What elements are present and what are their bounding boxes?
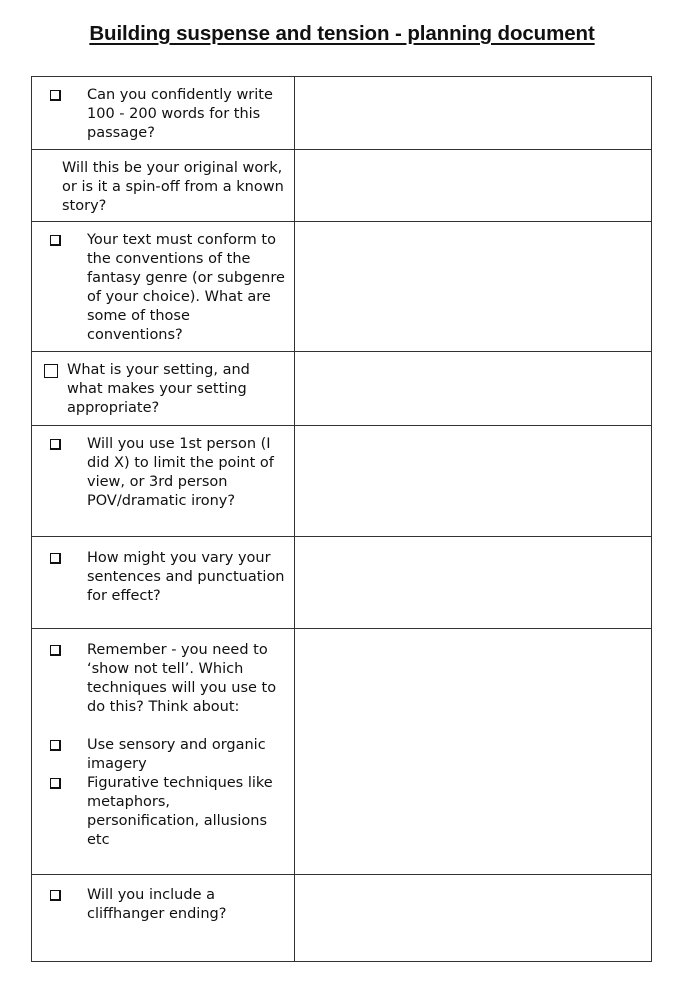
- question-cell: [32, 875, 295, 962]
- checkbox-icon[interactable]: [50, 235, 61, 246]
- question-text: Your text must conform to the conventions of the fantasy genre (or subgenre of your choice). What are some of those conventions?: [87, 232, 285, 343]
- checkbox-icon[interactable]: [50, 890, 61, 901]
- question-item: [32, 549, 286, 606]
- question-item: [32, 641, 286, 717]
- question-text: Will you include a cliffhanger ending?: [87, 887, 227, 922]
- answer-cell[interactable]: [295, 352, 652, 426]
- table-row: [32, 537, 652, 629]
- question-cell: [32, 77, 295, 150]
- checkbox-icon[interactable]: [50, 90, 61, 101]
- question-item: [32, 86, 286, 143]
- table-row: [32, 875, 652, 962]
- question-item: [32, 231, 286, 345]
- question-cell: [32, 426, 295, 537]
- question-item: [32, 886, 286, 924]
- question-text: Remember - you need to ‘show not tell’. Which techniques will you use to do this? Think about:: [87, 642, 277, 715]
- checkbox-icon[interactable]: [50, 645, 61, 656]
- answer-cell[interactable]: [295, 222, 652, 352]
- planning-table: [31, 76, 652, 962]
- checkbox-icon[interactable]: [50, 740, 61, 751]
- answer-cell[interactable]: [295, 150, 652, 222]
- answer-cell[interactable]: [295, 629, 652, 875]
- checkbox-icon[interactable]: [50, 553, 61, 564]
- question-item: [32, 361, 286, 418]
- question-item: [32, 159, 286, 216]
- answer-cell[interactable]: [295, 77, 652, 150]
- answer-cell[interactable]: [295, 537, 652, 629]
- question-text: Will this be your original work, or is it a spin-off from a known story?: [62, 160, 284, 214]
- question-text: What is your setting, and what makes your setting appropriate?: [67, 362, 250, 416]
- table-row: [32, 426, 652, 537]
- table-row: [32, 222, 652, 352]
- empty-square-icon[interactable]: [44, 364, 58, 378]
- question-cell: [32, 629, 295, 875]
- question-item: [32, 736, 286, 774]
- answer-cell[interactable]: [295, 875, 652, 962]
- question-text: Can you confidently write 100 - 200 words for this passage?: [87, 87, 273, 141]
- question-text: Use sensory and organic imagery: [87, 737, 266, 772]
- table-row: [32, 352, 652, 426]
- question-item: [32, 435, 286, 511]
- question-text: How might you vary your sentences and punctuation for effect?: [87, 550, 285, 604]
- question-text: Will you use 1st person (I did X) to limit the point of view, or 3rd person POV/dramatic irony?: [87, 436, 274, 509]
- table-row: [32, 150, 652, 222]
- table-row: [32, 629, 652, 875]
- question-cell: [32, 150, 295, 222]
- page-title: Building suspense and tension - planning document: [89, 22, 595, 45]
- checkbox-icon[interactable]: [50, 778, 61, 789]
- question-cell: [32, 352, 295, 426]
- checkbox-icon[interactable]: [50, 439, 61, 450]
- question-item: [32, 774, 286, 850]
- answer-cell[interactable]: [295, 426, 652, 537]
- question-cell: [32, 222, 295, 352]
- question-cell: [32, 537, 295, 629]
- question-text: Figurative techniques like metaphors, personification, allusions etc: [87, 775, 273, 848]
- table-row: [32, 77, 652, 150]
